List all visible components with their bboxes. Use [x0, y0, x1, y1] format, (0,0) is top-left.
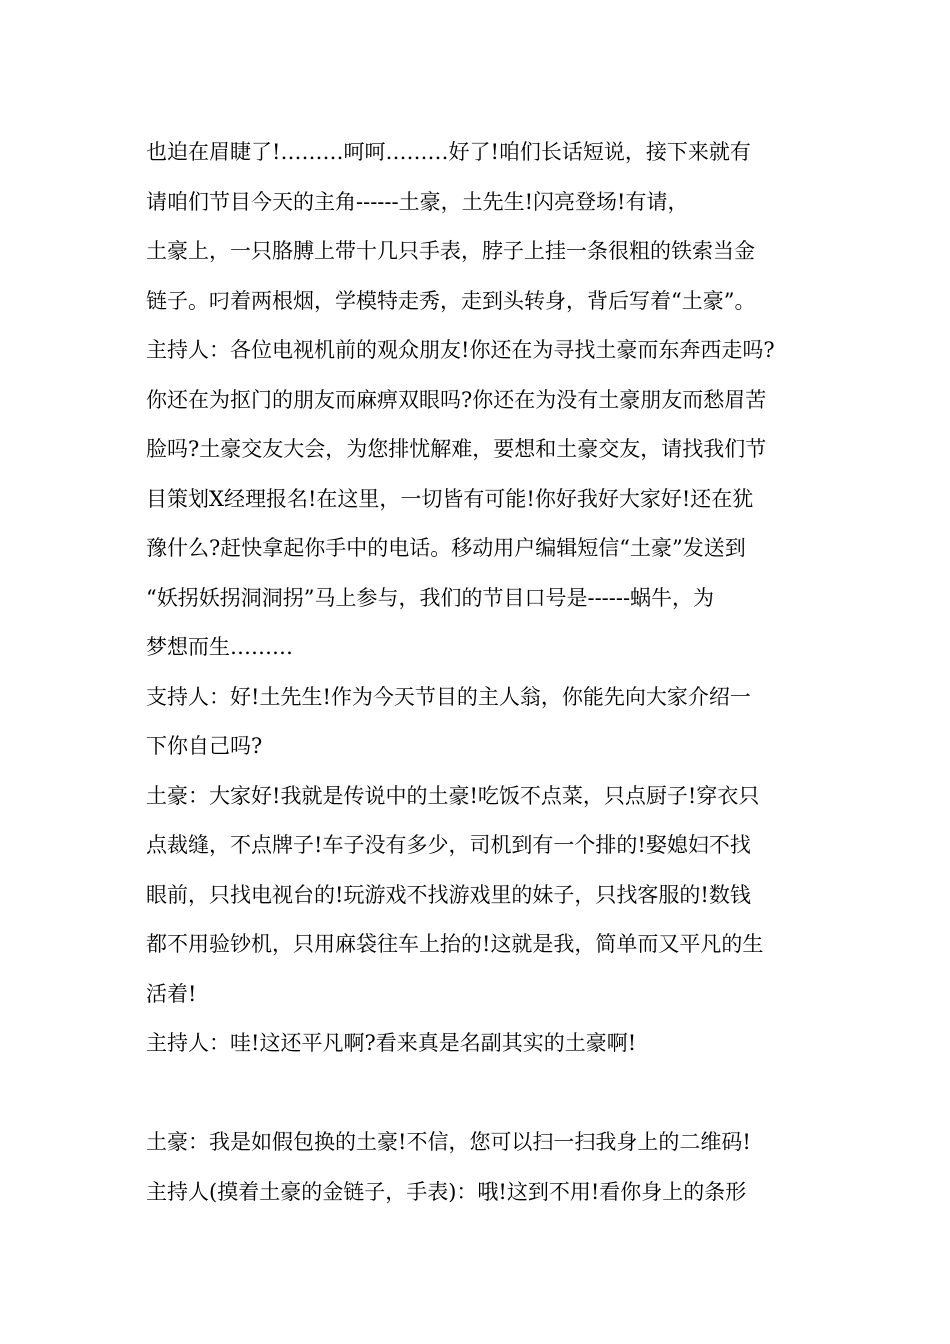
text-line: 点裁缝，不点牌子!车子没有多少，司机到有一个排的!娶媳妇不找 [146, 833, 751, 857]
blank-line [146, 1069, 846, 1119]
text-line: “妖拐妖拐洞洞拐”马上参与，我们的节目口号是------蜗牛，为 [146, 585, 715, 610]
text-line: 你还在为抠门的朋友而麻痹双眼吗?你还在为没有土豪朋友而愁眉苦 [146, 387, 767, 412]
text-line: 链子。叼着两根烟，学模特走秀，走到头转身，背后写着“土豪”。 [146, 288, 756, 313]
text-line: 脸吗?土豪交友大会，为您排忧解难，要想和土豪交友，请找我们节 [146, 437, 767, 461]
text-line: 支持人：好!土先生!作为今天节目的主人翁，你能先向大家介绍一 [146, 684, 751, 709]
text-line: 主持人：哇!这还平凡啊?看来真是名副其实的土豪啊! [146, 1031, 637, 1055]
text-line: 都不用验钞机，只用麻袋往车上抬的!这就是我，简单而又平凡的生 [146, 932, 764, 956]
text-line: 豫什么?赶快拿起你手中的电话。移动用户编辑短信“土豪”发送到 [146, 536, 746, 560]
text-line: 活着! [146, 981, 197, 1006]
document-body [146, 128, 846, 1217]
text-line: 也迫在眉睫了!………呵呵………好了!咱们长话短说，接下来就有 [146, 140, 751, 164]
text-line: 土豪：大家好!我就是传说中的土豪!吃饭不点菜，只点厨子!穿衣只 [146, 783, 760, 808]
text-line: 主持人：各位电视机前的观众朋友!你还在为寻找土豪而东奔西走吗? [146, 338, 775, 362]
text-line: 梦想而生……… [146, 635, 293, 659]
text-line: 请咱们节目今天的主角------土豪，土先生!闪亮登场!有请， [146, 189, 689, 214]
text-line: 土豪：我是如假包换的土豪!不信，您可以扫一扫我身上的二维码! [146, 1130, 751, 1154]
text-line: 下你自己吗? [146, 734, 263, 758]
text-line: 眼前，只找电视台的!玩游戏不找游戏里的妹子，只找客服的!数钱 [146, 882, 751, 907]
text-line: 土豪上，一只胳膊上带十几只手表，脖子上挂一条很粗的铁索当金 [146, 239, 755, 263]
text-line: 目策划X经理报名!在这里，一切皆有可能!你好我好大家好!还在犹 [146, 486, 754, 511]
text-line: 主持人(摸着土豪的金链子，手表)：哦!这到不用!看你身上的条形 [146, 1179, 747, 1204]
